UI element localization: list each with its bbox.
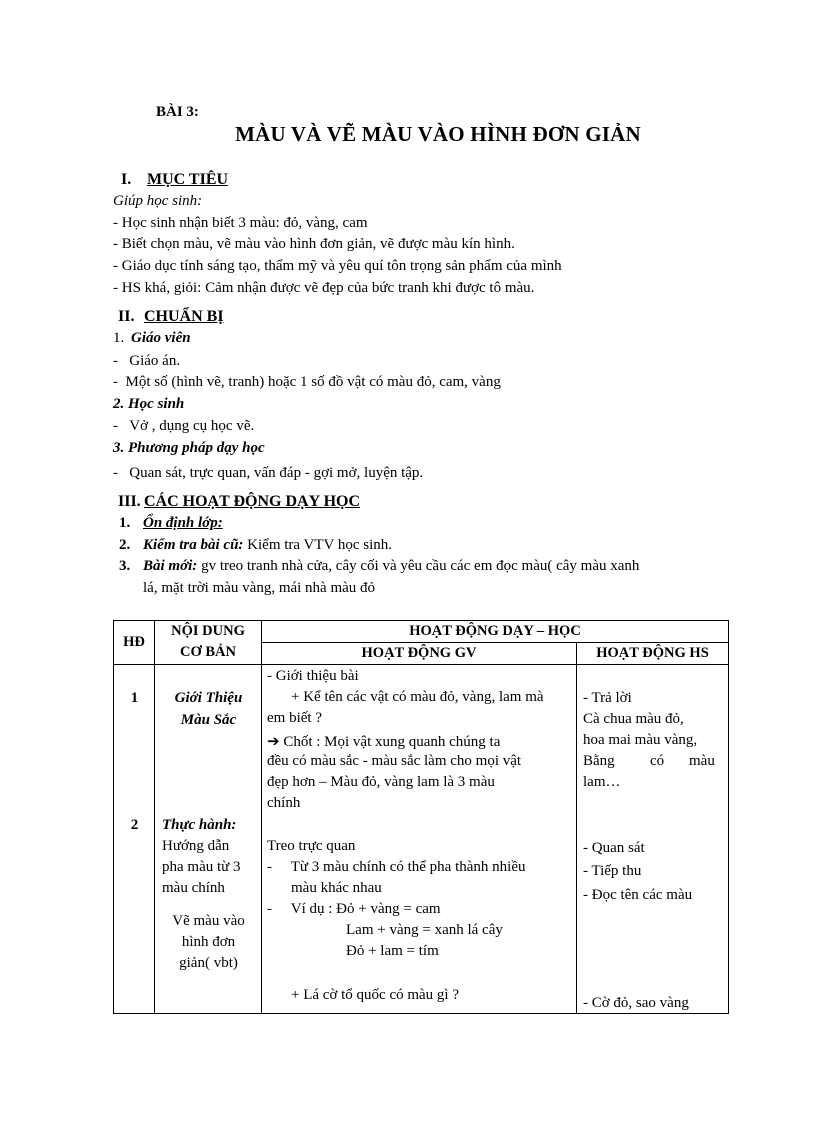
teacher-label: Giáo viên (131, 330, 191, 346)
hs-line-8: - Đọc tên các màu (583, 887, 693, 903)
hs-line-3: hoa mai màu vàng, (583, 732, 698, 748)
content-intro-line-2: Màu Sắc (180, 712, 237, 728)
section-3-label: CÁC HOẠT ĐỘNG DẠY HỌC (144, 493, 361, 510)
activity-step-3-number: 3. (119, 558, 131, 574)
section-2-heading (118, 308, 224, 326)
gv-line-9: - Từ 3 màu chính có thể pha thành nhiều (267, 859, 526, 875)
activity-step-2 (119, 537, 392, 554)
content-coloring-line-2: hình đơn (181, 934, 236, 950)
student-subheading: 2. Học sinh (113, 396, 185, 412)
hs-line-9: - Cờ đỏ, sao vàng (583, 995, 689, 1011)
lesson-plan-table (113, 620, 729, 1014)
page-title: MÀU VÀ VẼ MÀU VÀO HÌNH ĐƠN GIẢN (235, 122, 641, 146)
activity-step-2-text: Kiểm tra VTV học sinh. (243, 537, 393, 553)
method-subheading: 3. Phương pháp dạy học (113, 440, 265, 456)
objectives-intro: Giúp học sinh: (113, 193, 203, 209)
header-gv: HOẠT ĐỘNG GV (262, 643, 577, 665)
content-coloring-line-1: Vẽ màu vào (172, 913, 245, 929)
objective-item-3: - Giáo dục tính sáng tạo, thẩm mỹ và yêu quí tôn trọng sản phẩm của mình (113, 258, 562, 274)
section-2-number: II. (118, 308, 135, 325)
gv-line-12: Lam + vàng = xanh lá cây (346, 922, 503, 938)
activity-step-3-label: Bài mới: (143, 558, 198, 574)
gv-column (262, 665, 577, 1014)
gv-line-14: + Lá cờ tổ quốc có màu gì ? (291, 987, 460, 1003)
activity-step-3-continued: lá, mặt trời màu vàng, mái nhà màu đỏ (143, 580, 376, 596)
content-practice-line-1: Hướng dẫn (162, 838, 230, 854)
gv-line-8: Treo trực quan (267, 838, 356, 854)
hd-number-2: 2 (130, 817, 139, 833)
content-practice-line-3: màu chính (162, 880, 225, 896)
student-item-1-text: Vở , dụng cụ học vẽ. (129, 418, 255, 434)
table-header-row-1 (114, 621, 729, 643)
hd-column (114, 665, 155, 1014)
hs-line-7: - Tiếp thu (583, 863, 642, 879)
header-hd: HĐ (114, 621, 155, 665)
hs-column (577, 665, 729, 1014)
hs-line-5: lam… (583, 774, 621, 790)
section-1-number: I. (121, 171, 132, 188)
teacher-number: 1. (113, 330, 125, 346)
teacher-subheading (113, 330, 191, 347)
gv-line-2: + Kể tên các vật có màu đỏ, vàng, lam mà (291, 689, 544, 705)
objective-item-1: - Học sinh nhận biết 3 màu: đỏ, vàng, cam (113, 215, 368, 231)
header-content-line-1: NỘI DUNG (171, 623, 245, 639)
header-content (155, 621, 262, 665)
gv-line-3: em biết ? (267, 710, 322, 726)
content-practice-line-2: pha màu từ 3 (162, 859, 241, 875)
header-activity: HOẠT ĐỘNG DẠY – HỌC (262, 621, 729, 643)
method-item-1: - Quan sát, trực quan, vấn đáp - gợi mở, luyện tập. (113, 465, 424, 481)
hs-line-4b: có (650, 753, 665, 769)
gv-line-10: màu khác nhau (291, 880, 382, 896)
section-2-label: CHUẨN BỊ (144, 308, 224, 325)
gv-line-11-text: Ví dụ : Đỏ + vàng = cam (290, 901, 441, 917)
gv-line-1: - Giới thiệu bài (267, 668, 359, 684)
section-1-heading (121, 171, 228, 189)
gv-line-7: chính (267, 795, 301, 811)
hd-number-1: 1 (130, 690, 139, 706)
gv-line-13: Đỏ + lam = tím (346, 943, 439, 959)
content-coloring-line-3: giản( vbt) (179, 955, 238, 971)
section-1-label: MỤC TIÊU (147, 171, 229, 188)
gv-line-11: - Ví dụ : Đỏ + vàng = cam (267, 901, 441, 917)
hs-line-4c: màu (689, 753, 715, 769)
hs-line-6: - Quan sát (583, 840, 645, 856)
section-3-number: III. (118, 493, 141, 510)
activity-step-1-label: Ổn định lớp: (143, 515, 223, 531)
activity-step-1 (119, 515, 223, 532)
teacher-item-1-text: Giáo án. (129, 353, 181, 369)
gv-line-9-text: Từ 3 màu chính có thể pha thành nhiều (290, 859, 526, 875)
activity-step-1-number: 1. (119, 515, 131, 531)
hs-line-4a: Bằng (583, 753, 615, 769)
header-content-line-2: CƠ BẢN (180, 644, 236, 660)
activity-step-2-label: Kiểm tra bài cũ: (143, 537, 244, 553)
objective-item-2: - Biết chọn màu, vẽ màu vào hình đơn giản, vẽ được màu kín hình. (113, 236, 515, 252)
teacher-item-2-text: Một số (hình vẽ, tranh) hoặc 1 số đồ vật có màu đỏ, cam, vàng (125, 374, 501, 390)
content-intro-line-1: Giới Thiệu (174, 690, 243, 706)
hs-line-2: Cà chua màu đỏ, (583, 711, 684, 727)
gv-line-6: đẹp hơn – Màu đỏ, vàng lam là 3 màu (267, 774, 495, 790)
section-3-heading (118, 493, 360, 511)
activity-step-3-text: gv treo tranh nhà cửa, cây cối và yêu cầu các em đọc màu( cây màu xanh (197, 558, 640, 574)
hs-line-1: - Trả lời (583, 690, 632, 706)
student-item-1: - Vở , dụng cụ học vẽ. (113, 418, 255, 434)
content-practice-title: Thực hành: (162, 817, 237, 833)
gv-line-5: đều có màu sắc - màu sắc làm cho mọi vật (267, 753, 522, 769)
activity-step-3 (119, 558, 639, 575)
method-item-1-text: Quan sát, trực quan, vấn đáp - gợi mở, luyện tập. (129, 465, 424, 481)
activity-step-2-number: 2. (119, 537, 131, 553)
teacher-item-1: - Giáo án. (113, 353, 181, 369)
teacher-item-2: - Một số (hình vẽ, tranh) hoặc 1 số đồ vật có màu đỏ, cam, vàng (113, 374, 501, 390)
gv-line-4: ➔ Chốt : Mọi vật xung quanh chúng ta (267, 734, 501, 750)
table-body-row (114, 665, 729, 1014)
lesson-number: BÀI 3: (156, 104, 199, 120)
header-hs: HOẠT ĐỘNG HS (577, 643, 729, 665)
objective-item-4: - HS khá, giỏi: Cảm nhận được vẽ đẹp của bức tranh khi được tô màu. (113, 280, 535, 296)
content-column (155, 665, 262, 1014)
